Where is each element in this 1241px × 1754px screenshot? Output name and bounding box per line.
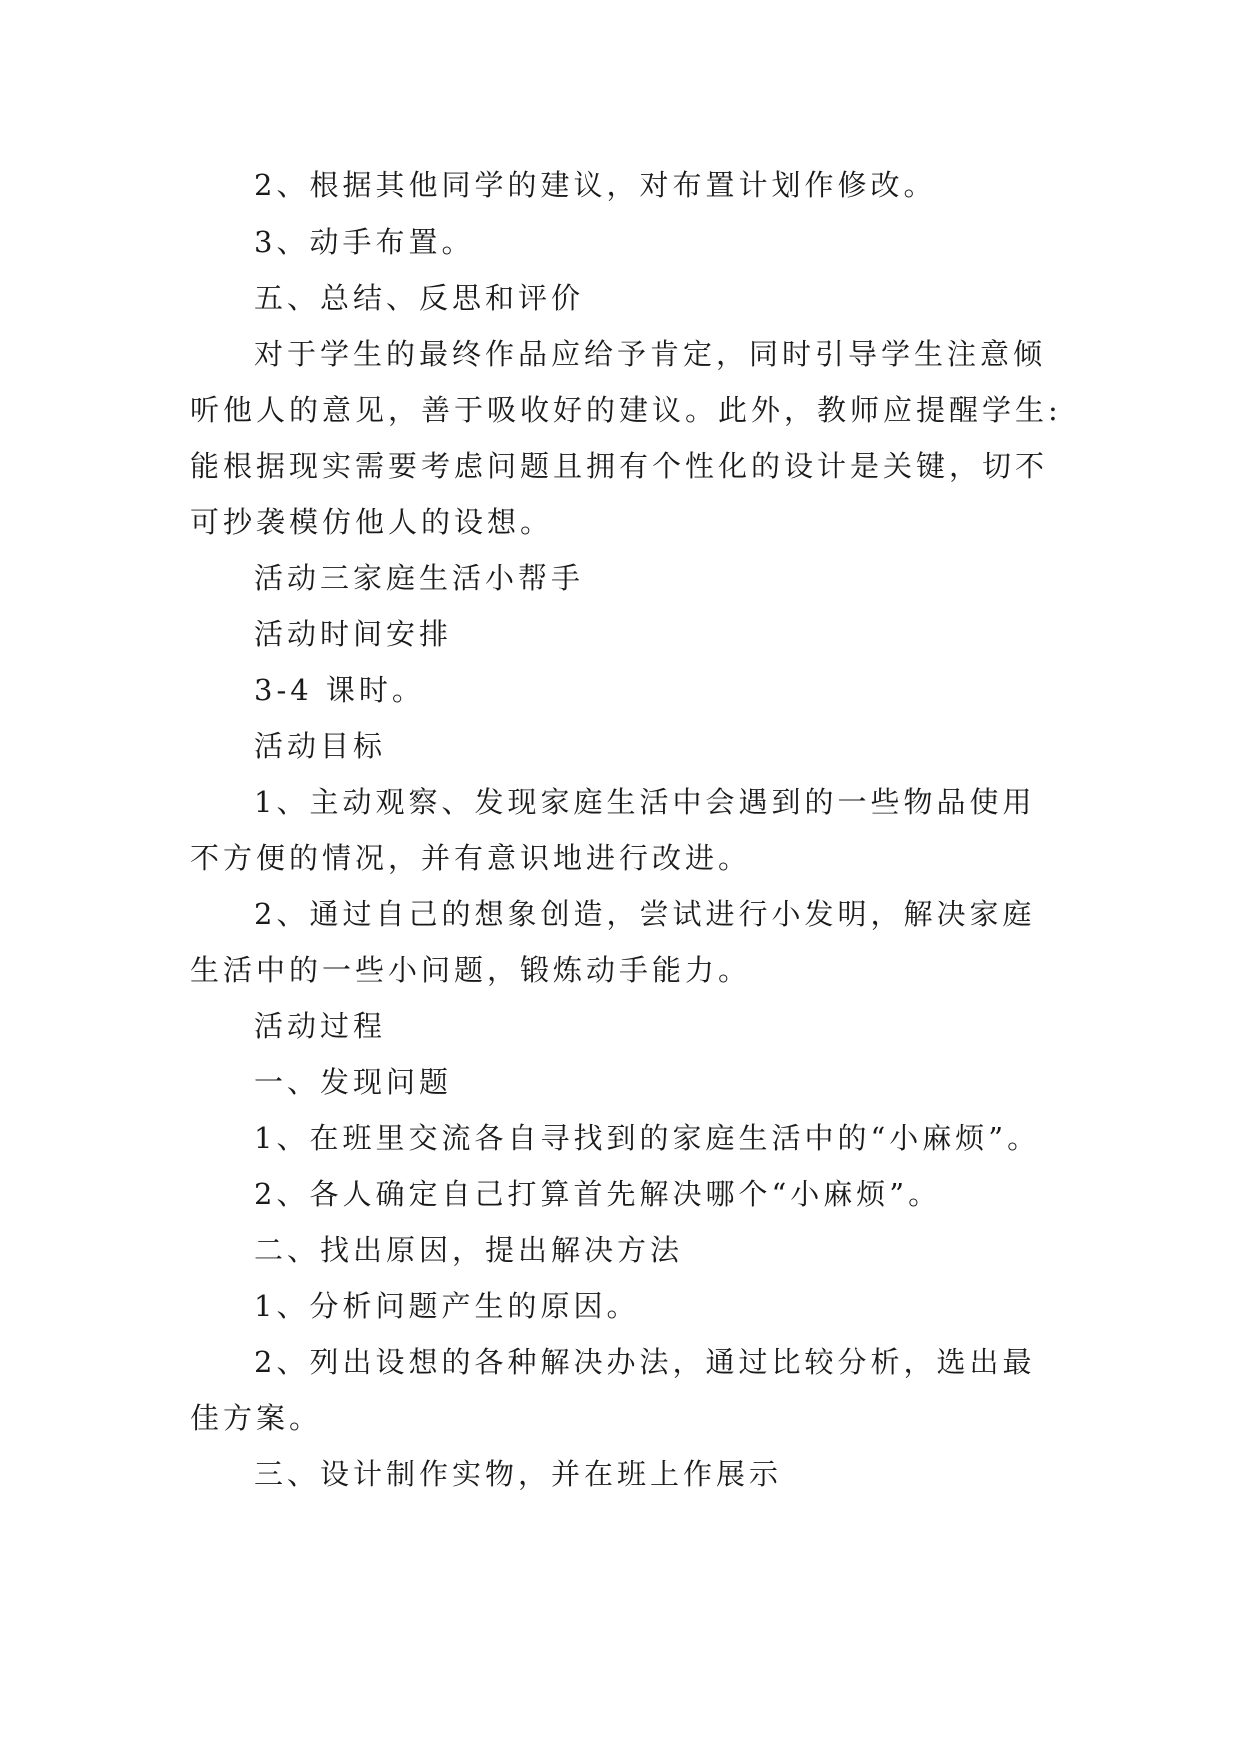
subsection-heading: 活动时间安排 [254, 617, 453, 651]
paragraph-line: 佳方案。 [190, 1401, 323, 1435]
paragraph-line: 2、各人确定自己打算首先解决哪个“小麻烦”。 [254, 1177, 942, 1211]
section-heading: 五、总结、反思和评价 [254, 281, 585, 315]
subsection-heading: 活动过程 [254, 1009, 387, 1043]
paragraph-line: 能根据现实需要考虑问题且拥有个性化的设计是关键，切不 [190, 449, 1049, 483]
activity-title: 活动三家庭生活小帮手 [254, 561, 585, 595]
paragraph-line: 2、根据其他同学的建议，对布置计划作修改。 [254, 168, 937, 202]
paragraph-line: 不方便的情况，并有意识地进行改进。 [190, 841, 752, 875]
paragraph-line: 2、列出设想的各种解决办法，通过比较分析，选出最 [254, 1345, 1036, 1379]
paragraph-line: 可抄袭模仿他人的设想。 [190, 505, 554, 539]
section-heading: 二、找出原因，提出解决方法 [254, 1233, 684, 1267]
paragraph-line: 3、动手布置。 [254, 225, 475, 259]
section-heading: 一、发现问题 [254, 1065, 453, 1099]
paragraph-line: 1、主动观察、发现家庭生活中会遇到的一些物品使用 [254, 785, 1036, 819]
paragraph-line: 3-4 课时。 [254, 673, 425, 707]
paragraph-line: 2、通过自己的想象创造，尝试进行小发明，解决家庭 [254, 897, 1036, 931]
paragraph-line: 1、在班里交流各自寻找到的家庭生活中的“小麻烦”。 [254, 1121, 1041, 1155]
paragraph-line: 1、分析问题产生的原因。 [254, 1289, 640, 1323]
paragraph-line: 对于学生的最终作品应给予肯定，同时引导学生注意倾 [254, 337, 1047, 371]
subsection-heading: 活动目标 [254, 729, 387, 763]
section-heading: 三、设计制作实物，并在班上作展示 [254, 1457, 783, 1491]
paragraph-line: 听他人的意见，善于吸收好的建议。此外，教师应提醒学生: [190, 393, 1062, 427]
paragraph-line: 生活中的一些小问题，锻炼动手能力。 [190, 953, 752, 987]
